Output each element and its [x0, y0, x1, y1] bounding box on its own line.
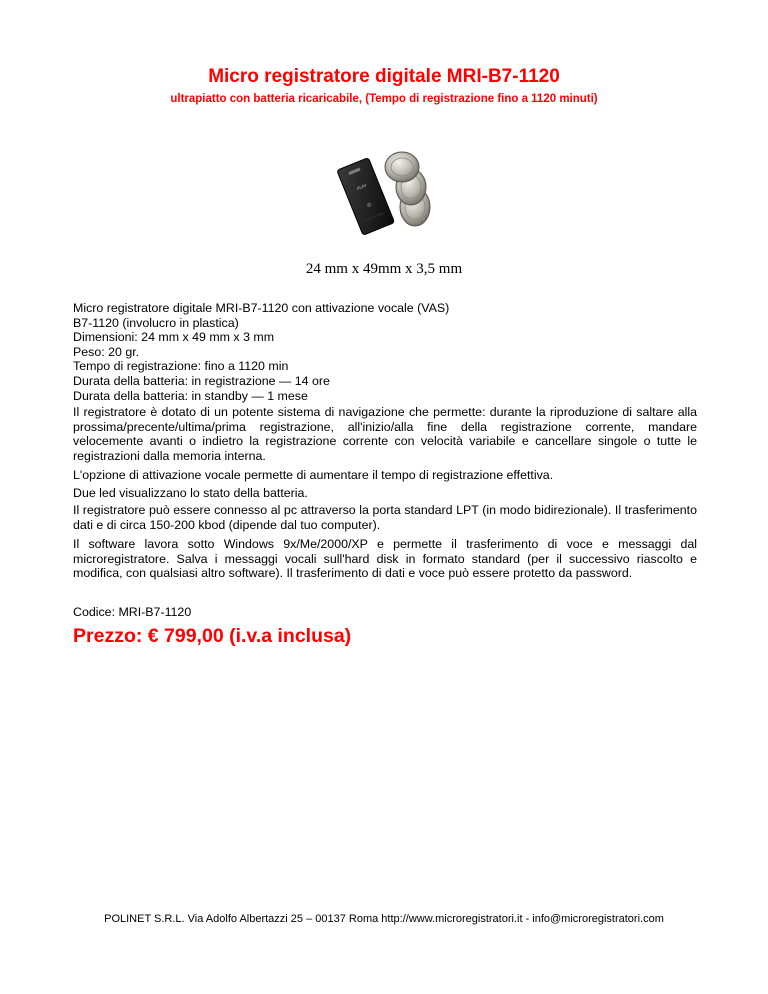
spec-item: Durata della batteria: in standby — 1 mese: [73, 388, 308, 403]
device-label: PLAY: [356, 182, 368, 191]
leds-paragraph: Due led visualizzano lo stato della batteria.: [73, 486, 308, 500]
page-footer: POLINET S.R.L. Via Adolfo Albertazzi 25 – 00137 Roma http://www.microregistratori.it - info@microregistratori.com: [104, 913, 664, 925]
spec-item: B7-1120 (involucro in plastica): [73, 315, 239, 330]
vas-paragraph: L'opzione di attivazione vocale permette di aumentare il tempo di registrazione effettiva.: [73, 468, 554, 482]
product-photo: [335, 147, 435, 239]
product-price: Prezzo: € 799,00 (i.v.a inclusa): [73, 625, 352, 647]
spec-item: Dimensioni: 24 mm x 49 mm x 3 mm: [73, 330, 275, 345]
page-subtitle: ultrapiatto con batteria ricaricabile, (Tempo di registrazione fino a 1120 minuti): [170, 93, 598, 105]
spec-item: Durata della batteria: in registrazione — 14 ore: [73, 373, 330, 388]
connection-paragraph: Il registratore può essere connesso al pc attraverso la porta standard LPT (in modo bidirezionale). Il trasferimento dati e di circa 150-200 kbod (dipende dal tuo computer).: [73, 503, 697, 532]
product-code: Codice: MRI-B7-1120: [73, 605, 192, 619]
software-paragraph: Il software lavora sotto Windows 9x/Me/2000/XP e permette il trasferimento di voce e messaggi dal microregistratore. Salva i messaggi vocali sull'hard disk in formato standard (per il successivo riascolto e modifica, con qualsiasi altro software). Il trasferimento di dati e voce può essere protetto da password.: [73, 537, 697, 581]
spec-item: Peso: 20 gr.: [73, 344, 140, 359]
navigation-paragraph: Il registratore è dotato di un potente sistema di navigazione che permette: durante la riproduzione di saltare alla prossima/precente/ultima/prima registrazione, all'inizio/alla fine della registrazione corrente, mandare velocemente avanti o indietro la registrazione corrente con velocità variabile e cancellare singole o tutte le registrazioni dalla memoria interna.: [73, 405, 697, 463]
spec-list: [73, 301, 697, 403]
page-title: Micro registratore digitale MRI-B7-1120: [208, 66, 560, 87]
spec-item: Micro registratore digitale MRI-B7-1120 con attivazione vocale (VAS): [73, 301, 450, 315]
spec-item: Tempo di registrazione: fino a 1120 min: [73, 359, 289, 374]
dimensions-caption: 24 mm x 49mm x 3,5 mm: [305, 261, 463, 277]
